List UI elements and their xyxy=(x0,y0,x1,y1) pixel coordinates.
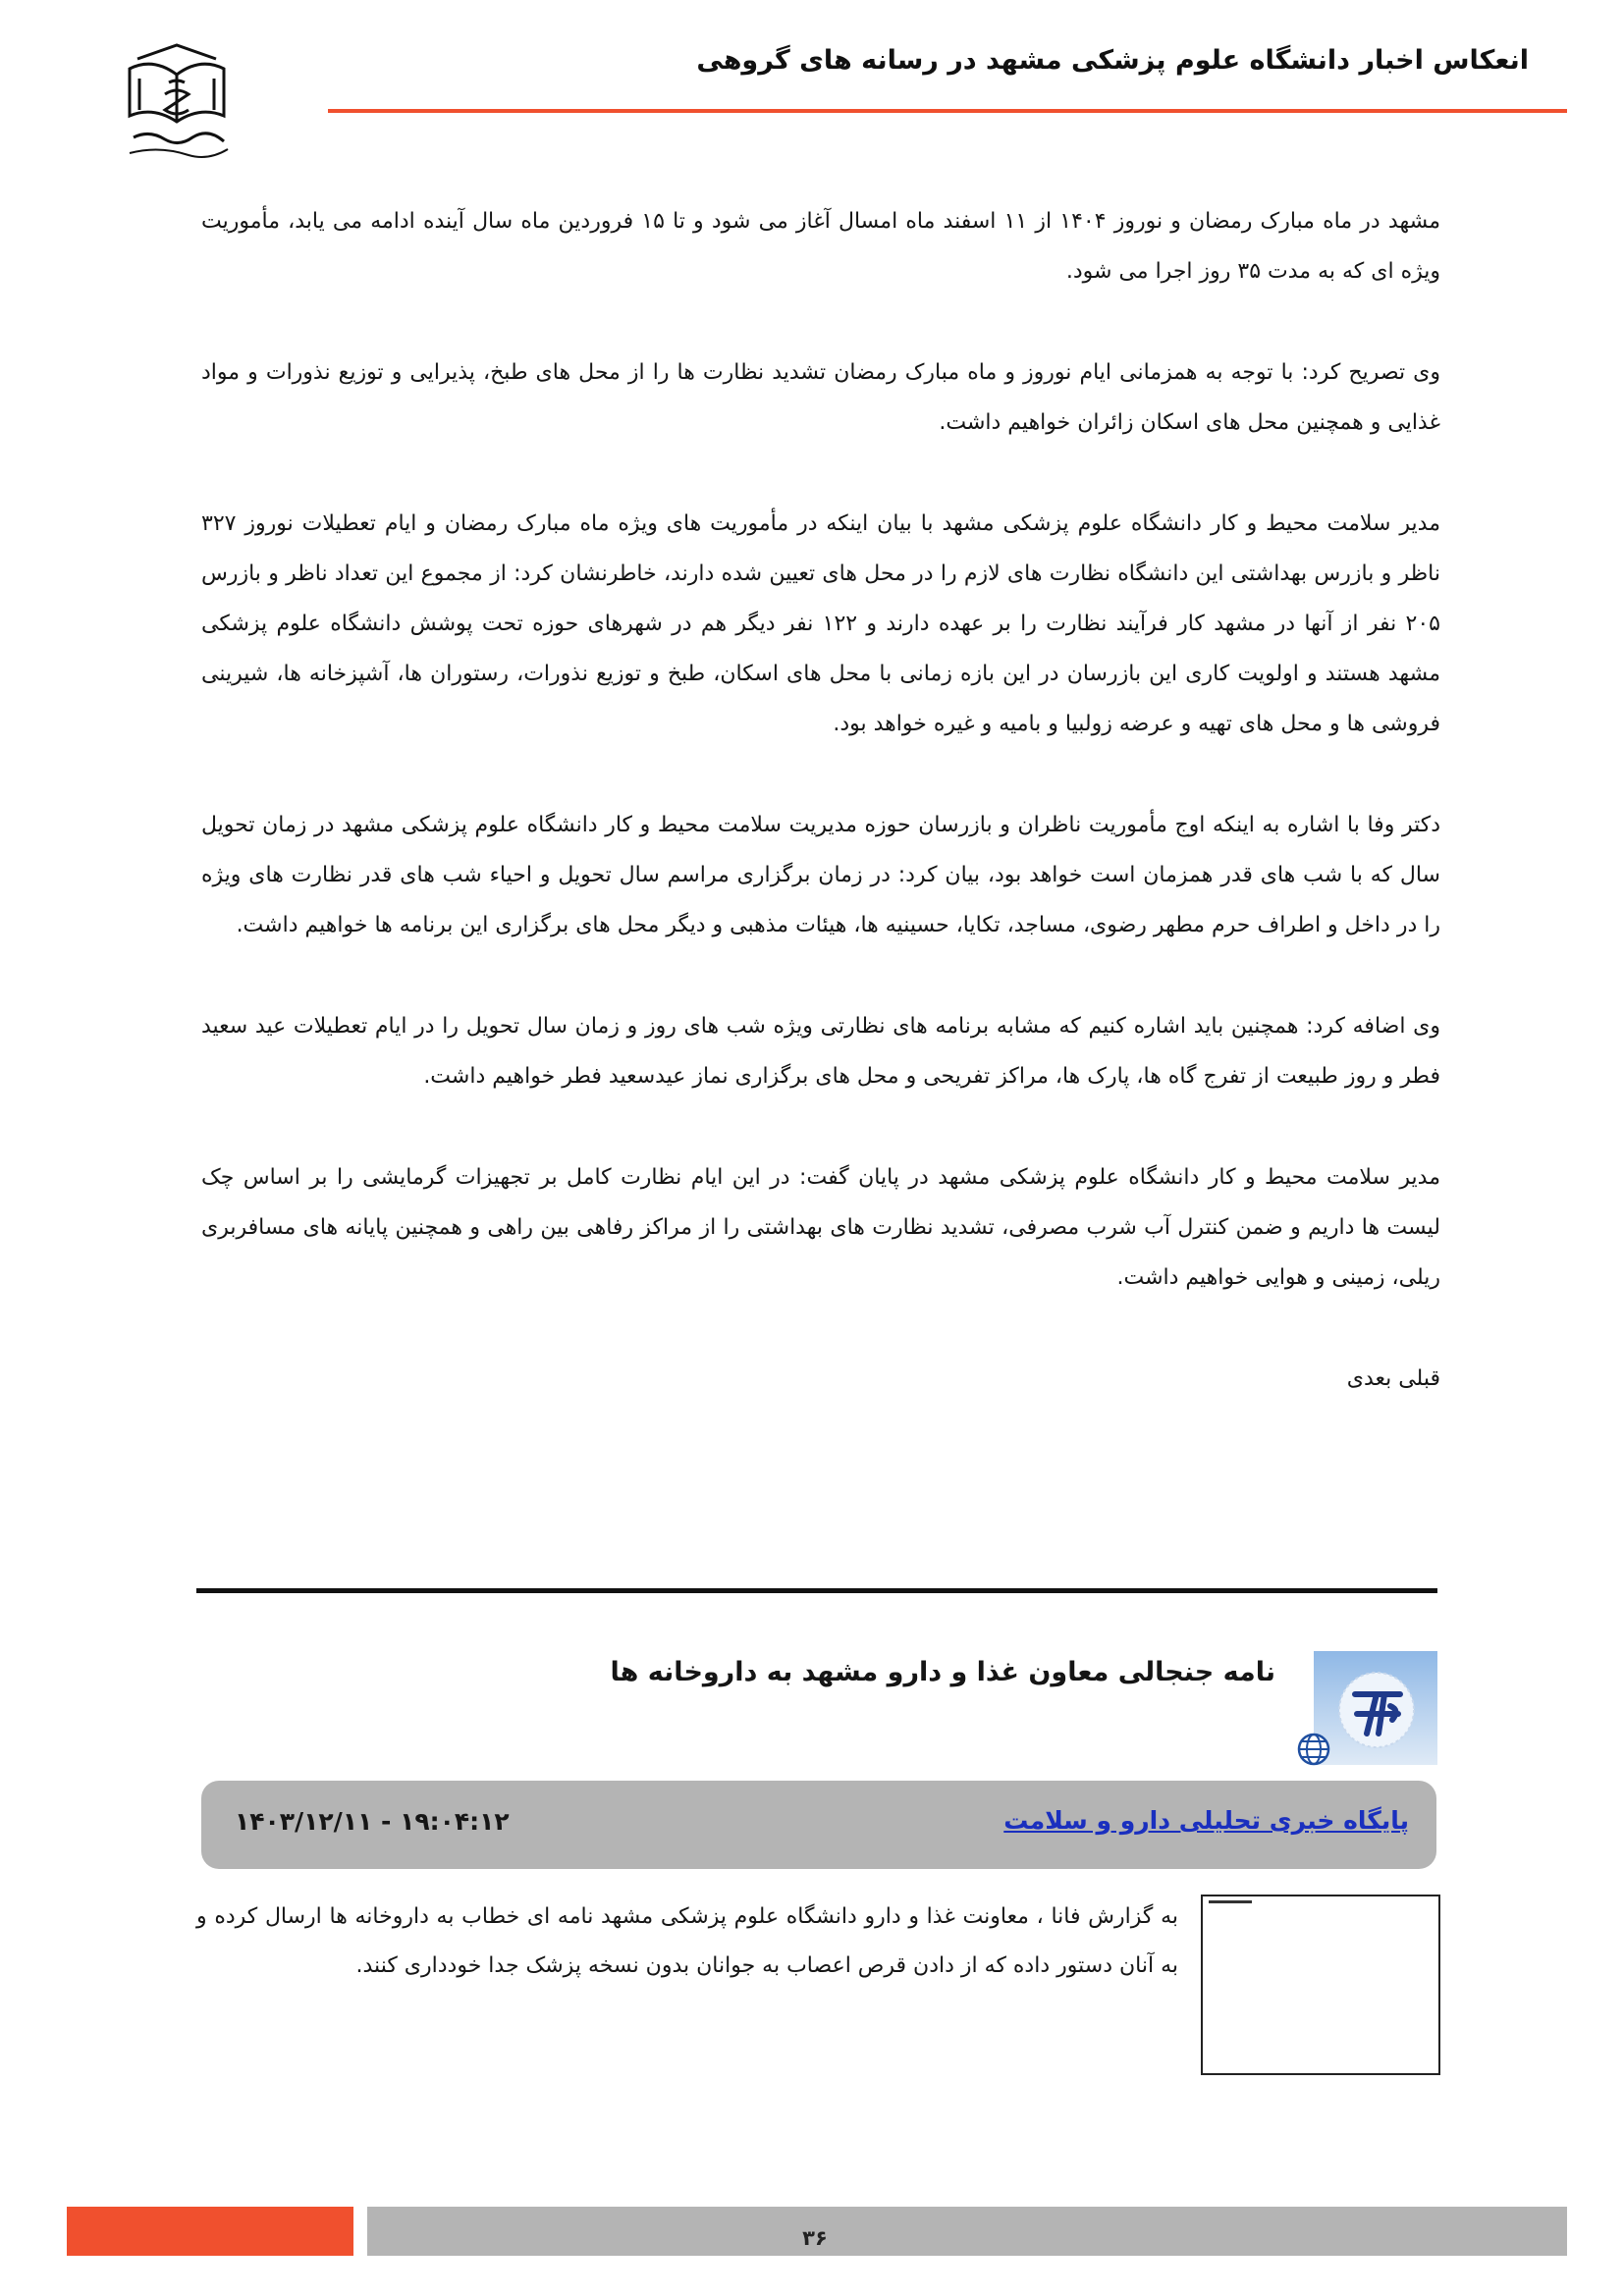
footer-accent-bar xyxy=(67,2207,353,2256)
article-image-placeholder-icon xyxy=(1201,1895,1440,2075)
header-divider xyxy=(328,109,1567,113)
paragraph-5: وی اضافه کرد: همچنین باید اشاره کنیم که مشابه برنامه های نظارتی ویژه شب های روز و زمان سال تحویل را در ایام تعطیلات عید سعید فطر و روز طبیعت از تفرج گاه ها، پارک ها، مراکز تفریحی و محل های برگزاری نماز عیدسعید فطر خواهیم داشت. xyxy=(201,1014,1440,1089)
article-summary: به گزارش فانا ، معاونت غذا و دارو دانشگاه علوم پزشکی مشهد نامه ای خطاب به داروخانه ها ارسال کرده و به آنان دستور داده که از دادن قرص اعصاب به جوانان بدون نسخه پزشک جدا خودداری کنند. xyxy=(196,1904,1178,1978)
paragraph-3: مدیر سلامت محیط و کار دانشگاه علوم پزشکی مشهد با بیان اینکه در مأموریت های ویژه ماه مبارک رمضان و ایام تعطیلات نوروز ۳۲۷ ناظر و بازرس بهداشتی این دانشگاه نظارت های لازم را در محل های تعیین شده دارند، خاطرنشان کرد: از مجموع این تعداد ناظر و بازرس ۲۰۵ نفر از آنها در مشهد کار فرآیند نظارت را بر عهده دارند و ۱۲۲ نفر دیگر هم در شهرهای حوزه تحت پوشش دانشگاه علوم پزشکی مشهد هستند و اولویت کاری این بازرسان در این بازه زمانی با محل های اسکان، طبخ و توزیع نذورات، رستوران ها، آشپزخانه ها، شیرینی فروشی ها و محل های تهیه و عرضه زولبیا و بامیه و غیره خواهد بود. xyxy=(201,511,1440,736)
image-caption-mark xyxy=(1209,1900,1252,1903)
prev-next-links[interactable]: قبلی بعدی xyxy=(1346,1366,1440,1391)
source-info-bar xyxy=(201,1781,1436,1869)
paragraph-1: مشهد در ماه مبارک رمضان و نوروز ۱۴۰۴ از ۱۱ اسفند ماه امسال آغاز می شود و تا ۱۵ فروردین ماه سال آینده ادامه می یابد، مأموریت ویژه ای که به مدت ۳۵ روز اجرا می شود. xyxy=(201,209,1440,284)
paragraph-6: مدیر سلامت محیط و کار دانشگاه علوم پزشکی مشهد در پایان گفت: در این ایام نظارت کامل بر تجهیزات گرمایشی را بر اساس چک لیست ها داریم و ضمن کنترل آب شرب مصرفی، تشدید نظارت های بهداشتی را از مراکز رفاهی بین راهی و همچنین پایانه های مسافربری ریلی، زمینی و هوایی خواهیم داشت. xyxy=(201,1165,1440,1290)
source-link[interactable]: پایگاه خبری تحلیلی دارو و سلامت xyxy=(1003,1806,1409,1835)
publish-datetime: ۱۴۰۳/۱۲/۱۱ - ۱۹:۰۴:۱۲ xyxy=(235,1807,510,1836)
section-divider xyxy=(196,1588,1437,1593)
page-header-title: انعکاس اخبار دانشگاه علوم پزشکی مشهد در رسانه های گروهی xyxy=(696,45,1529,76)
article-body xyxy=(201,196,1440,1404)
paragraph-4: دکتر وفا با اشاره به اینکه اوج مأموریت ناظران و بازرسان حوزه مدیریت سلامت محیط و کار دانشگاه علوم پزشکی مشهد در زمان تحویل سال که با شب های قدر همزمان است خواهد بود، بیان کرد: در زمان برگزاری مراسم سال تحویل و احیاء شب های قدر نظارت های ویژه را در داخل و اطراف حرم مطهر رضوی، مساجد، تکایا، حسینیه ها، هیئات مذهبی و دیگر محل های برگزاری این برنامه ها خواهیم داشت. xyxy=(201,813,1440,937)
paragraph-2: وی تصریح کرد: با توجه به همزمانی ایام نوروز و ماه مبارک رمضان تشدید نظارت ها را از محل های طبخ، پذیرایی و توزیع نذورات و مواد غذایی و همچنین محل های اسکان زائران خواهیم داشت. xyxy=(201,360,1440,435)
article-title: نامه جنجالی معاون غذا و دارو مشهد به داروخانه ها xyxy=(610,1657,1275,1687)
university-emblem-icon xyxy=(110,39,244,173)
page-number: ۳۶ xyxy=(802,2226,828,2250)
globe-icon[interactable] xyxy=(1295,1731,1332,1768)
footer-bar xyxy=(367,2207,1567,2256)
